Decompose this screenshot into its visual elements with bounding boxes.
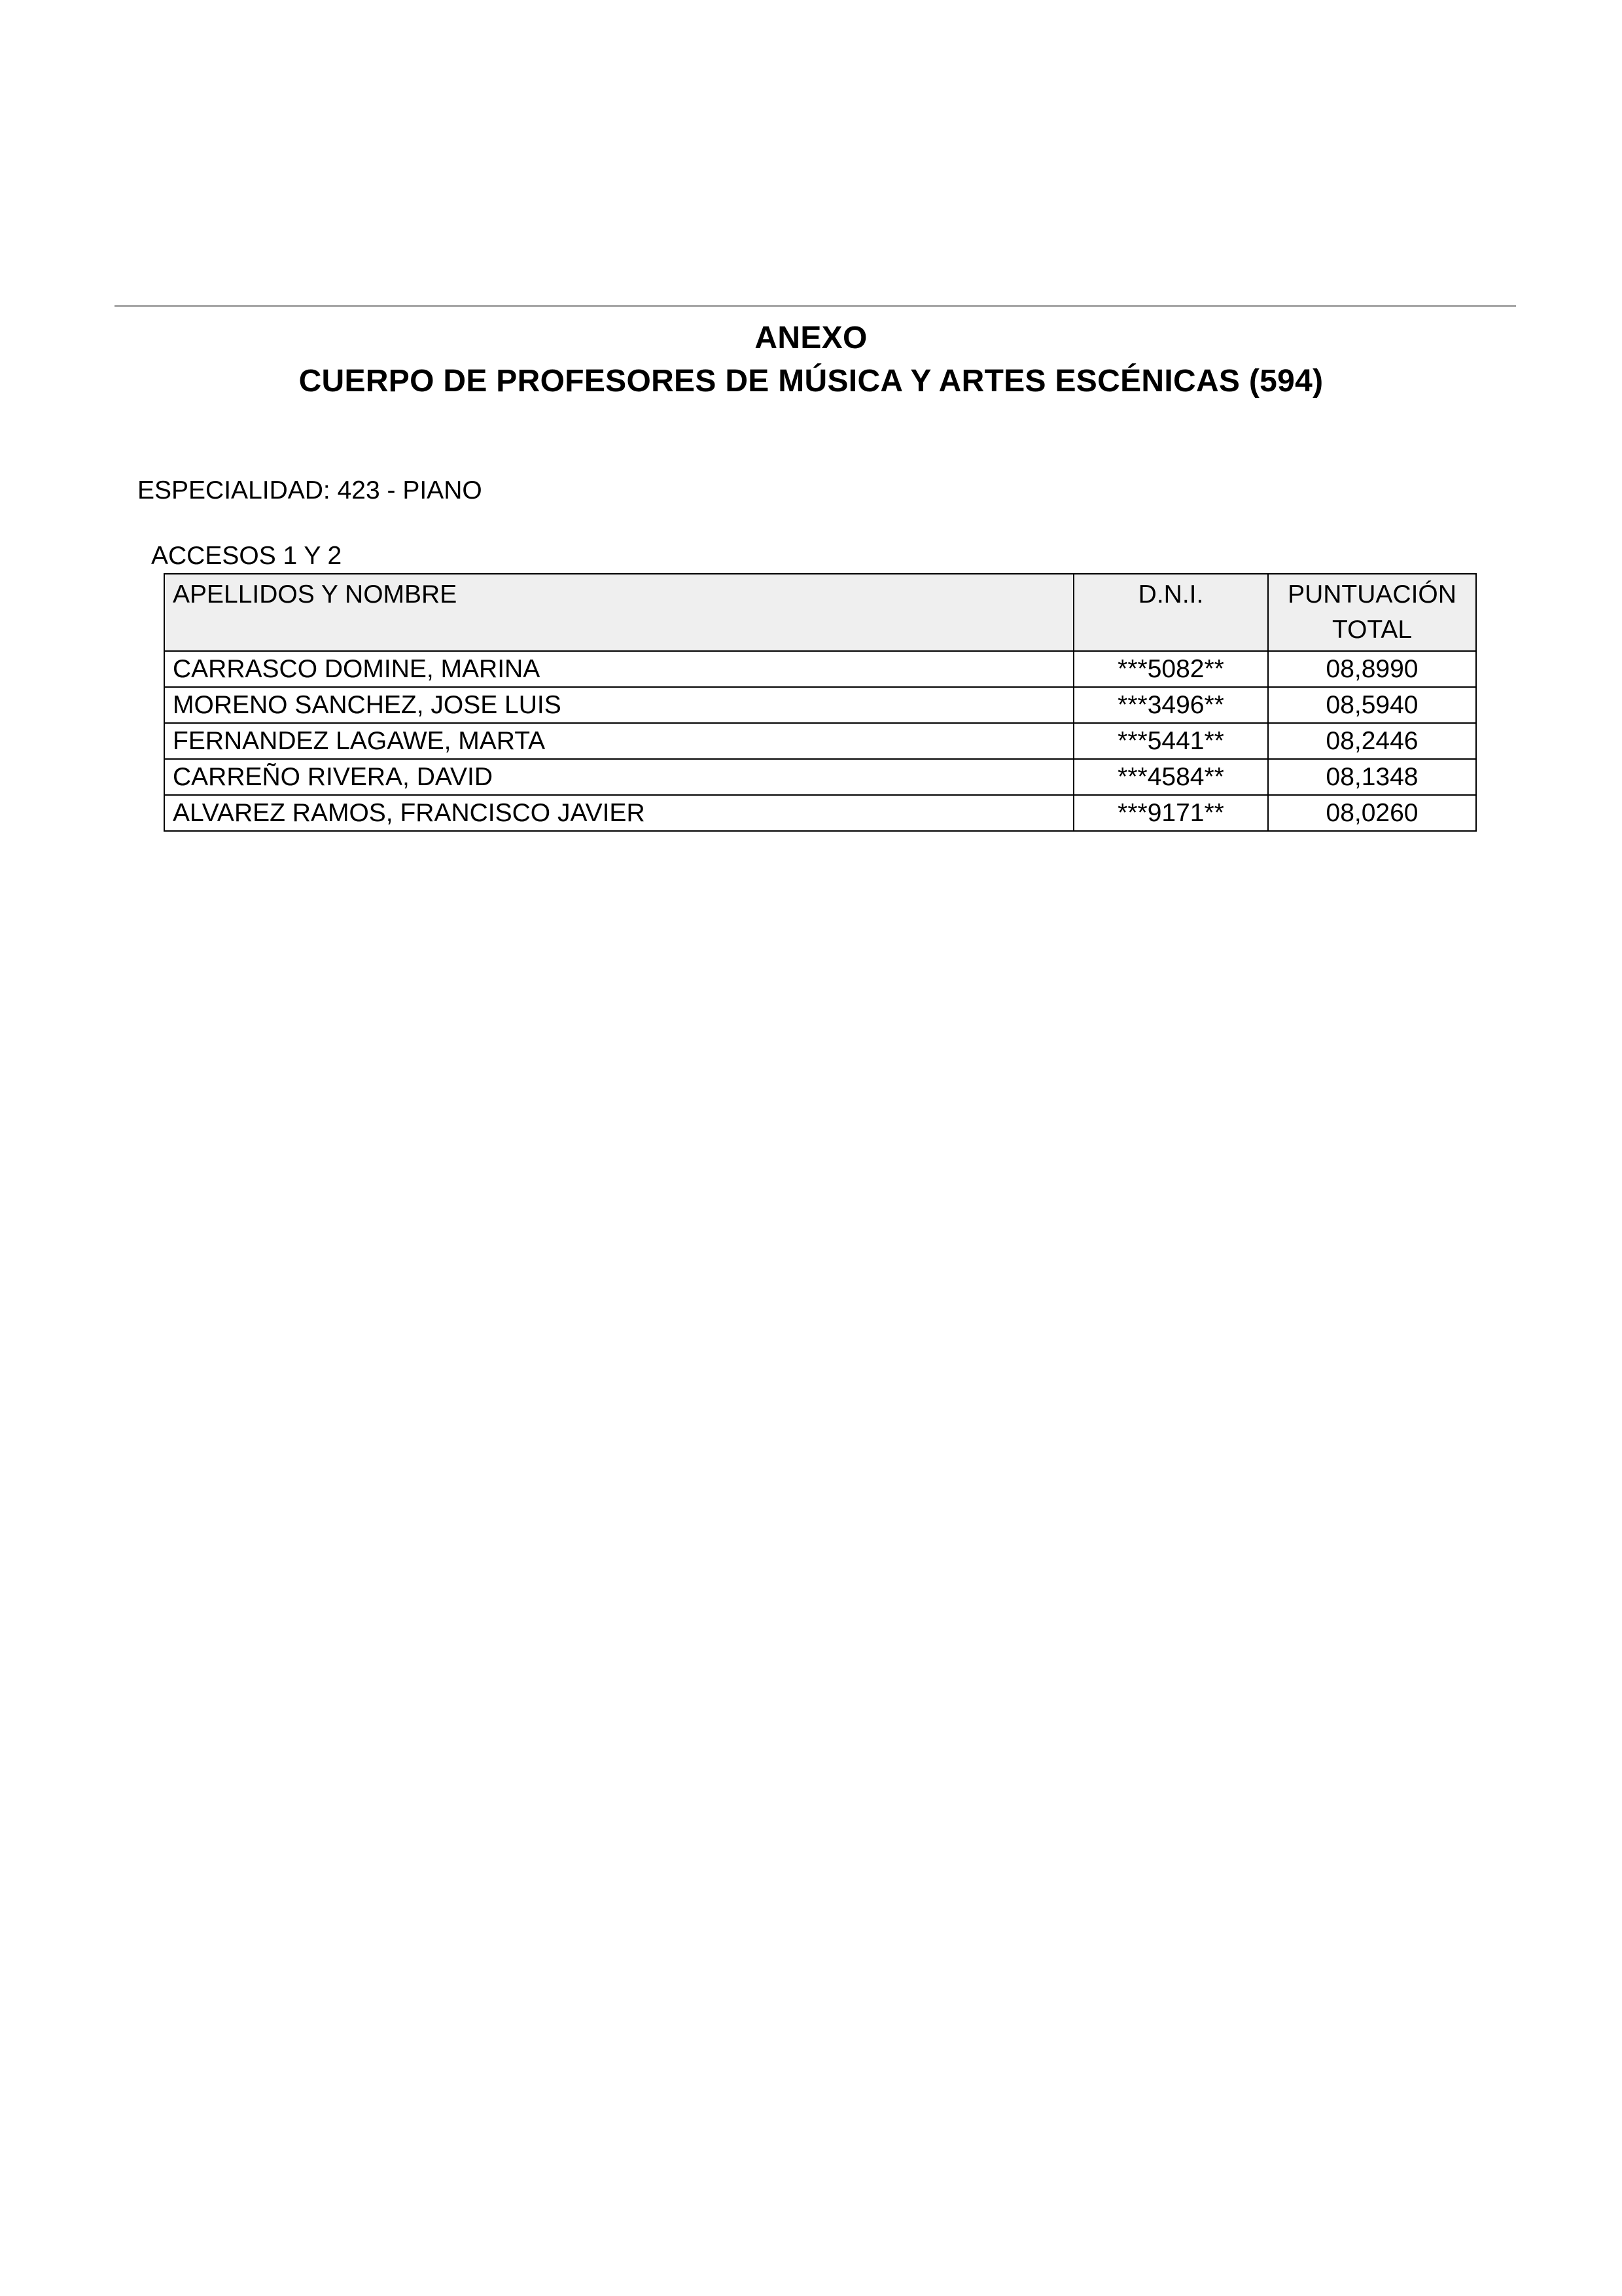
- cell-dni: ***4584**: [1074, 759, 1268, 795]
- cell-score: 08,1348: [1268, 759, 1476, 795]
- cell-score: 08,5940: [1268, 687, 1476, 723]
- document-title: ANEXO: [754, 321, 868, 355]
- access-label: ACCESOS 1 Y 2: [151, 542, 342, 570]
- cell-dni: ***5441**: [1074, 723, 1268, 759]
- header-divider: [115, 305, 1516, 307]
- table-row: [164, 687, 1476, 723]
- specialty-label: ESPECIALIDAD: 423 - PIANO: [137, 476, 482, 504]
- table-row: [164, 759, 1476, 795]
- cell-name: FERNANDEZ LAGAWE, MARTA: [164, 723, 1074, 759]
- results-table: [164, 573, 1477, 832]
- cell-name: CARREÑO RIVERA, DAVID: [164, 759, 1074, 795]
- cell-name: ALVAREZ RAMOS, FRANCISCO JAVIER: [164, 795, 1074, 831]
- document-subtitle: CUERPO DE PROFESORES DE MÚSICA Y ARTES ESCÉNICAS (594): [298, 364, 1324, 398]
- document-header: [0, 317, 1622, 403]
- cell-score: 08,0260: [1268, 795, 1476, 831]
- table-row: [164, 651, 1476, 687]
- table-row: [164, 723, 1476, 759]
- column-header-dni: D.N.I.: [1074, 574, 1268, 651]
- cell-dni: ***5082**: [1074, 651, 1268, 687]
- column-header-score: PUNTUACIÓN TOTAL: [1268, 574, 1476, 651]
- cell-dni: ***3496**: [1074, 687, 1268, 723]
- cell-score: 08,2446: [1268, 723, 1476, 759]
- cell-dni: ***9171**: [1074, 795, 1268, 831]
- cell-name: CARRASCO DOMINE, MARINA: [164, 651, 1074, 687]
- cell-name: MORENO SANCHEZ, JOSE LUIS: [164, 687, 1074, 723]
- column-header-name: APELLIDOS Y NOMBRE: [164, 574, 1074, 651]
- cell-score: 08,8990: [1268, 651, 1476, 687]
- table-header-row: [164, 574, 1476, 651]
- table-row: [164, 795, 1476, 831]
